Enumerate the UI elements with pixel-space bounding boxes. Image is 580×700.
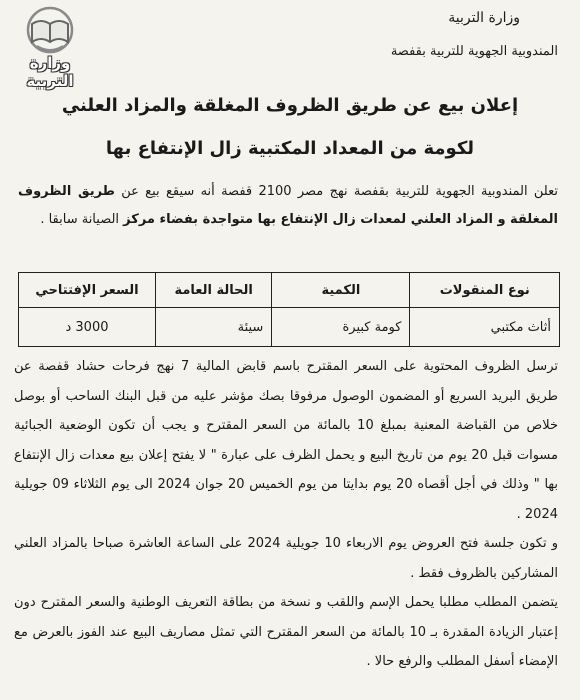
cell-condition: سيئة bbox=[156, 308, 272, 347]
body-paragraph-submission: ترسل الظروف المحتوية على السعر المقترح باسم قابض المالية 7 نهج فرحات حشاد قفصة عن طريق البريد السريع أو المضمون الوصول مرفوقا بصك مؤشر عليه من قبل البنك الساحب أو بوصل خلاص من القباضة المعنية بمبلغ 10 بالمائة من السعر المقترح و يجب أن تكون الوضعية الجبائية مسوات قبل 20 يوم من تاريخ البيع و يحمل الظرف على عبارة " لا يفتح إعلان بيع معدات زال الإنتفاع بها " وذلك في أجل أقصاه 20 يوم بدايتا من يوم الخميس 20 جوان 2024 الى يوم الثلاثاء 09 جويلية 2024 . bbox=[14, 359, 559, 522]
logo-text: وزارة التربية bbox=[26, 54, 74, 90]
header-block bbox=[391, 10, 558, 59]
ministry-name: وزارة التربية bbox=[448, 10, 520, 26]
intro-text-2: طريق الظروف المغلقة و المزاد العلني لمعدات زال الإنتفاع بها متواجدة بفضاء مركز bbox=[18, 184, 558, 227]
directorate-name: المندوبية الجهوية للتربية بقفصة bbox=[390, 44, 558, 59]
intro-text-1: تعلن المندوبية الجهوية للتربية بقفصة نهج مصر 2100 قفصة أنه سيقع بيع عن bbox=[114, 184, 558, 199]
intro-paragraph bbox=[18, 178, 558, 234]
cell-goods-type: أثاث مكتبي bbox=[410, 308, 560, 347]
body-paragraph-requirements: يتضمن المطلب مطلبا يحمل الإسم واللقب و نسخة من بطاقة التعريف الوطنية والسعر المقترح دون إعتبار الزيادة المقدرة بـ 10 بالمائة من السعر المقترح التي تمثل مصاريف البيع عند الفوز بالعرض مع الإمضاء أسفل المطلب والرفع حالا . bbox=[14, 595, 559, 669]
header-opening-price: السعر الإفتتاحي bbox=[19, 273, 156, 308]
intro-text-3: الصيانة سابقا . bbox=[40, 212, 124, 227]
body-paragraph-opening-session: و تكون جلسة فتح العروض يوم الاربعاء 10 جويلية 2024 على الساعة العاشرة صباحا بالمزاد العلني المشاركين بالظروف فقط . bbox=[14, 536, 558, 581]
header-goods-type: نوع المنقولات bbox=[410, 273, 560, 308]
header-condition: الحالة العامة bbox=[156, 273, 272, 308]
header-quantity: الكمية bbox=[272, 273, 410, 308]
cell-quantity: كومة كبيرة bbox=[272, 308, 410, 347]
announcement-subtitle: لكومة من المعداد المكتبية زال الإنتفاع بها bbox=[105, 138, 475, 159]
ministry-logo bbox=[10, 6, 90, 90]
book-emblem-icon bbox=[23, 6, 77, 56]
announcement-body bbox=[14, 352, 558, 677]
cell-opening-price: 3000 د bbox=[19, 308, 156, 347]
table-row bbox=[19, 308, 560, 347]
goods-table bbox=[18, 272, 560, 347]
announcement-title: إعلان بيع عن طريق الظروف المغلقة والمزاد العلني bbox=[61, 95, 519, 116]
table-header-row bbox=[19, 273, 560, 308]
